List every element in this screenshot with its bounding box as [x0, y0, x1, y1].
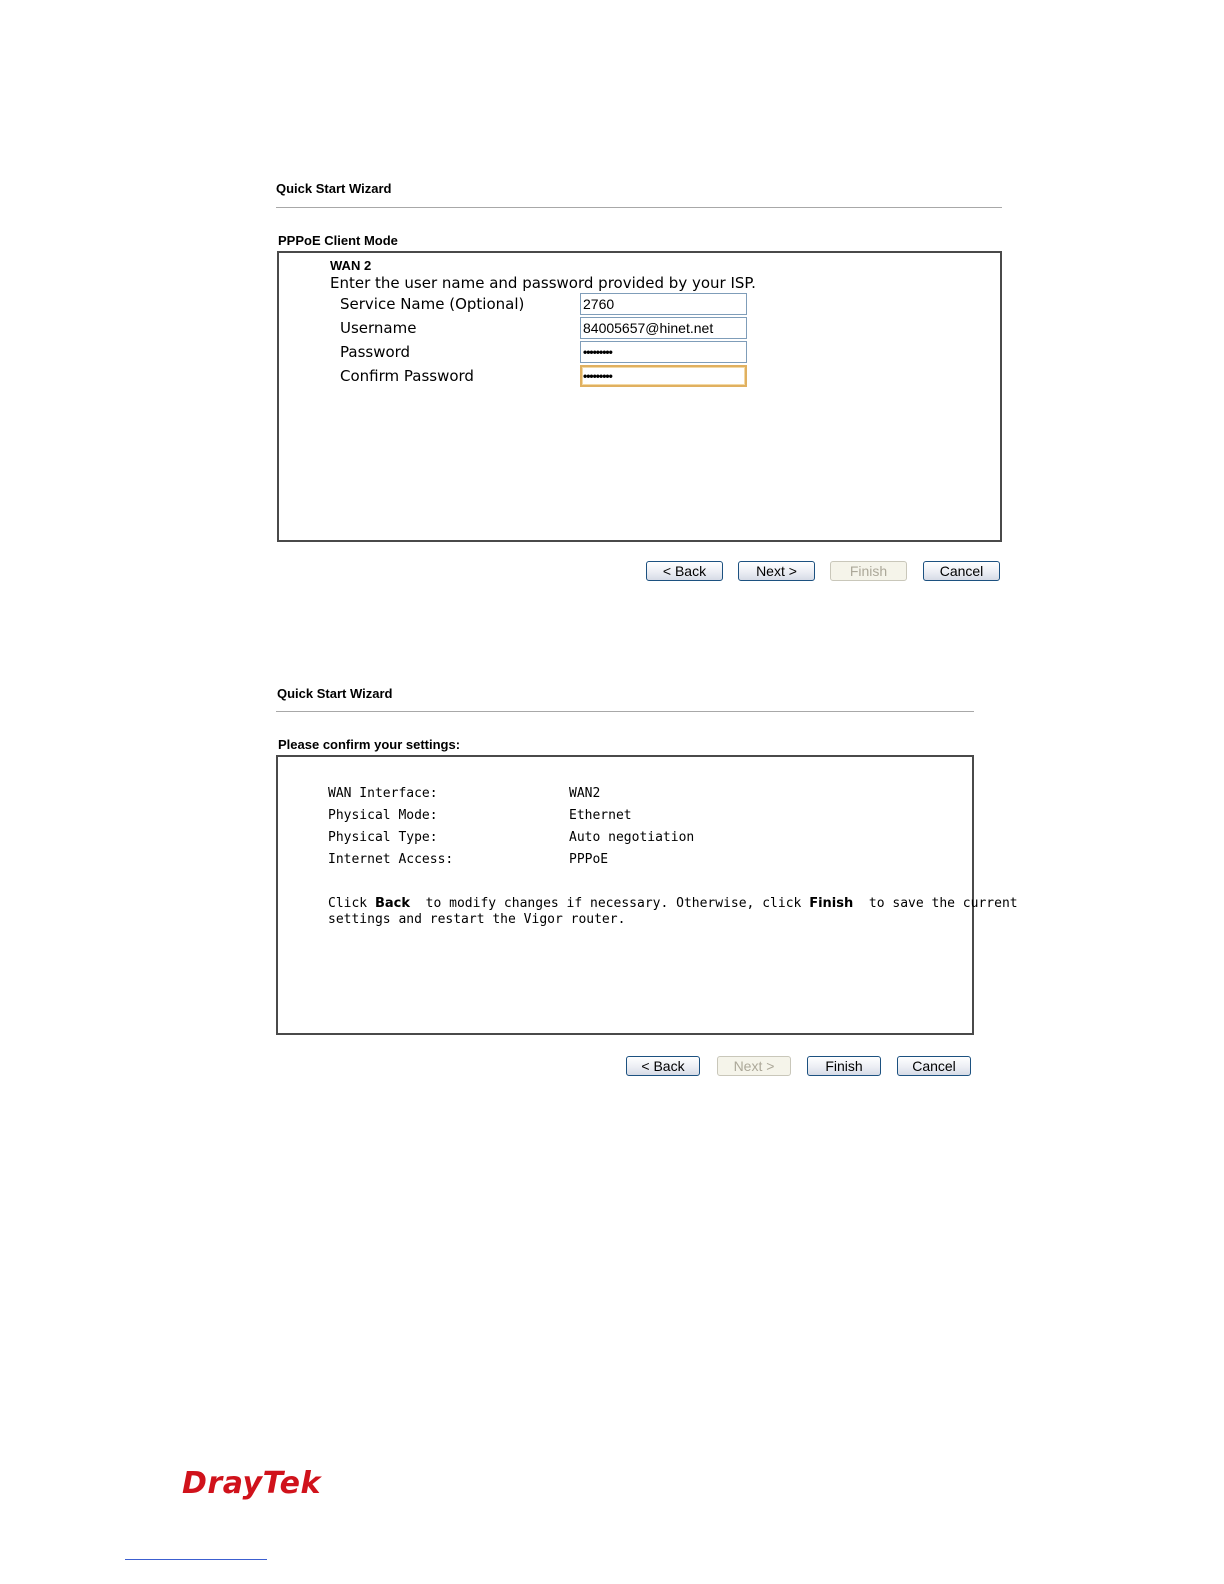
username-label: Username [340, 319, 417, 337]
finish-button[interactable]: Finish [807, 1056, 881, 1076]
note-back-word: Back [374, 896, 411, 911]
wizard-title: Quick Start Wizard [276, 181, 392, 196]
next-button-disabled: Next > [717, 1056, 791, 1076]
service-name-input[interactable]: 2760 [580, 293, 747, 315]
finish-button-disabled: Finish [830, 561, 907, 581]
next-button[interactable]: Next > [738, 561, 815, 581]
confirm-password-label: Confirm Password [340, 367, 474, 385]
footer-rule [125, 1559, 267, 1560]
back-button[interactable]: < Back [626, 1056, 700, 1076]
password-input[interactable]: ••••••••• [580, 341, 747, 363]
cancel-button[interactable]: Cancel [897, 1056, 971, 1076]
pppoe-settings-box [277, 251, 1002, 542]
note-text: Click [328, 896, 375, 911]
internet-access-value: PPPoE [569, 852, 609, 867]
wan-interface-value: WAN2 [569, 786, 601, 801]
confirm-note-line2: settings and restart the Vigor router. [328, 912, 626, 927]
physical-mode-label: Physical Mode: [328, 808, 438, 823]
note-text: to modify changes if necessary. Otherwise, click [410, 896, 810, 911]
password-label: Password [340, 343, 411, 361]
section-title: PPPoE Client Mode [278, 233, 398, 248]
wan-label: WAN 2 [330, 258, 372, 273]
section-title: Please confirm your settings: [278, 737, 461, 752]
physical-type-value: Auto negotiation [569, 830, 695, 845]
back-button[interactable]: < Back [646, 561, 723, 581]
note-finish-word: Finish [809, 896, 854, 911]
title-divider [276, 207, 1002, 208]
wan-interface-label: WAN Interface: [328, 786, 438, 801]
confirm-password-input[interactable]: ••••••••• [580, 365, 747, 387]
wizard-title: Quick Start Wizard [277, 686, 393, 701]
confirm-settings-box [276, 755, 1018, 1035]
draytek-logo: DrayTek [182, 1466, 321, 1501]
physical-mode-value: Ethernet [569, 808, 632, 823]
title-divider [276, 711, 974, 712]
confirm-note [328, 896, 1018, 911]
note-text: to save the current [853, 896, 1018, 911]
intro-text: Enter the user name and password provided by your ISP. [330, 274, 756, 292]
physical-type-label: Physical Type: [328, 830, 438, 845]
service-name-label: Service Name (Optional) [340, 295, 525, 313]
cancel-button[interactable]: Cancel [923, 561, 1000, 581]
internet-access-label: Internet Access: [328, 852, 454, 867]
username-input[interactable]: 84005657@hinet.net [580, 317, 747, 339]
